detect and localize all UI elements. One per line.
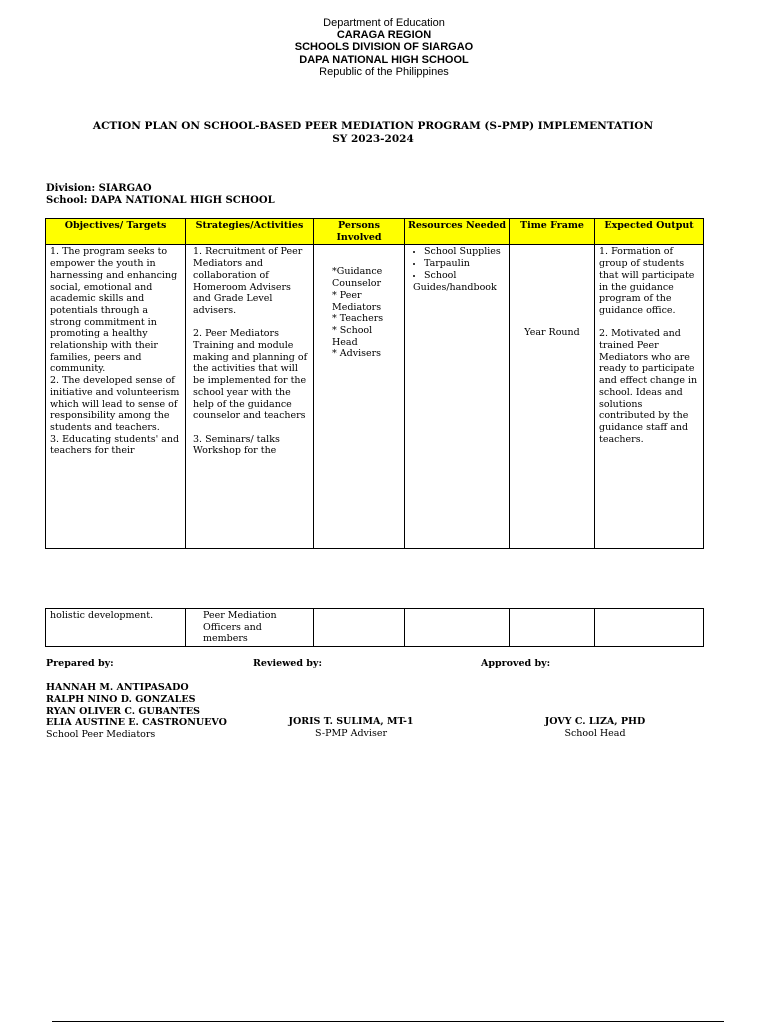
- strategies-cell: [186, 245, 314, 549]
- header-resources: Resources Needed: [405, 219, 510, 245]
- resource-tail: Guides/handbook: [413, 281, 497, 293]
- resources-cell: [405, 245, 510, 549]
- title-line-1: ACTION PLAN ON SCHOOL-BASED PEER MEDIATION PROGRAM (S-PMP) IMPLEMENTATION: [92, 120, 654, 132]
- person-4: * School Head: [332, 324, 373, 348]
- title-line-2: SY 2023-2024: [332, 133, 414, 145]
- dept-name: Department of Education: [323, 17, 445, 29]
- action-plan-table-continued: [45, 608, 704, 647]
- objectives-continued-cell: holistic development.: [46, 609, 186, 647]
- preparer-name: ELIA AUSTINE E. CASTRONUEVO: [46, 717, 227, 729]
- header-timeframe: Time Frame: [510, 219, 595, 245]
- prepared-by-label: Prepared by:: [46, 658, 114, 669]
- objective-2: 2. The developed sense of initiative and volunteerism which will lead to sense of responsibility among the students and teachers.: [50, 375, 180, 433]
- empty-cell: [405, 609, 510, 647]
- header-objectives: Objectives/ Targets: [46, 219, 186, 245]
- meta-division: Division: SIARGAO: [46, 183, 152, 194]
- person-1: *Guidance Counselor: [332, 266, 383, 290]
- header-strategies: Strategies/Activities: [186, 219, 314, 245]
- resource-item: • School Supplies: [424, 246, 505, 258]
- country-name: Republic of the Philippines: [319, 65, 449, 78]
- objective-1: 1. The program seeks to empower the youth in harnessing and enhancing social, emotional and academic skills and potentials through a strong commitment in promoting a healthy relationship with their families, peers and community.: [50, 246, 178, 375]
- empty-cell: [314, 609, 405, 647]
- preparers-role: School Peer Mediators: [46, 729, 156, 741]
- meta-school: School: DAPA NATIONAL HIGH SCHOOL: [46, 195, 275, 206]
- resources-list: [413, 246, 505, 281]
- reviewed-by-label: Reviewed by:: [253, 658, 322, 669]
- timeframe-cell: Year Round: [510, 245, 595, 549]
- action-plan-table: [45, 218, 704, 549]
- preparer-name: RYAN OLIVER C. GUBANTES: [46, 705, 201, 717]
- approved-by-label: Approved by:: [481, 658, 551, 669]
- resource-item: • School: [424, 270, 505, 282]
- preparer-name: HANNAH M. ANTIPASADO: [46, 682, 189, 693]
- strategy-1: 1. Recruitment of Peer Mediators and collaboration of Homeroom Advisers and Grade Level advisers.: [193, 246, 303, 316]
- table-header-row: [46, 219, 704, 245]
- preparers-block: [46, 682, 227, 741]
- header-persons: Persons Involved: [314, 219, 405, 245]
- empty-cell: [595, 609, 704, 647]
- strategies-continued-cell: Peer Mediation Officers and members: [186, 609, 314, 647]
- output-cell: [595, 245, 704, 549]
- person-2: * Peer Mediators: [332, 289, 382, 313]
- division-name: SCHOOLS DIVISION OF SIARGAO: [294, 41, 474, 54]
- person-3: * Teachers: [332, 313, 384, 325]
- reviewer-block: [280, 716, 422, 740]
- strategy-2: 2. Peer Mediators Training and module making and planning of the activities that will be implemented for the school year with the help of the guidance counselor and teachers: [193, 328, 308, 422]
- table-row: [46, 245, 704, 549]
- document-meta: [46, 183, 275, 207]
- reviewer-role: S-PMP Adviser: [315, 728, 387, 739]
- empty-cell: [510, 609, 595, 647]
- preparer-name: RALPH NINO D. GONZALES: [46, 693, 196, 705]
- letterhead: [0, 17, 768, 78]
- document-title: [0, 120, 746, 146]
- output-1: 1. Formation of group of students that will participate in the guidance program of the guidance office.: [599, 246, 695, 316]
- footer-divider: [52, 1021, 724, 1022]
- approver-name: JOVY C. LIZA, PHD: [544, 716, 646, 727]
- persons-cell: [314, 245, 405, 549]
- approver-block: [520, 716, 670, 740]
- school-name: DAPA NATIONAL HIGH SCHOOL: [299, 53, 469, 66]
- region-name: CARAGA REGION: [336, 29, 432, 42]
- strategy-3: 3. Seminars/ talks Workshop for the: [193, 433, 280, 457]
- output-2: 2. Motivated and trained Peer Mediators who are ready to participate and effect change in school. Ideas and solutions contributed by the guidance staff and teachers.: [599, 328, 698, 445]
- person-5: * Advisers: [332, 348, 382, 360]
- objectives-cell: [46, 245, 186, 549]
- objective-3: 3. Educating students' and teachers for their: [50, 433, 180, 457]
- resource-item: • Tarpaulin: [424, 258, 505, 270]
- table-row: [46, 609, 704, 647]
- approver-role: School Head: [564, 728, 626, 739]
- reviewer-name: JORIS T. SULIMA, MT-1: [288, 716, 414, 727]
- header-output: Expected Output: [595, 219, 704, 245]
